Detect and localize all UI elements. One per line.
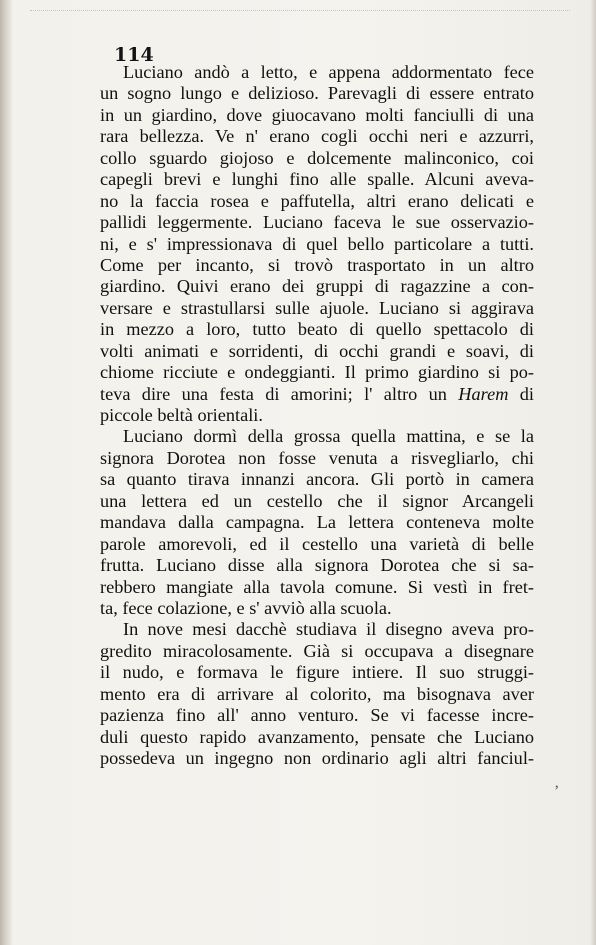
text-line: in mezzo a loro, tutto beato di quello spettacolo di xyxy=(100,319,534,340)
text-line: rara bellezza. Ve n' erano cogli occhi neri e azzurri, xyxy=(100,126,534,147)
page-top-edge xyxy=(30,10,570,15)
text-line: gredito miracolosamente. Già si occupava a disegnare xyxy=(100,640,534,661)
text-line: collo sguardo giojoso e dolcemente malinconico, coi xyxy=(100,147,534,168)
text-line: ta, fece colazione, e s' avviò alla scuola. xyxy=(100,597,392,618)
text-line: versare e strastullarsi sulle ajuole. Luciano si aggirava xyxy=(100,297,534,318)
body-text xyxy=(100,62,534,769)
text-line: Come per incanto, si trovò trasportato in un altro xyxy=(100,254,534,275)
text-line: In nove mesi dacchè studiava il disegno aveva pro- xyxy=(123,619,534,640)
text-line: il nudo, e formava le figure intiere. Il suo struggi- xyxy=(100,662,534,683)
paragraph xyxy=(100,426,534,619)
text-line: pallidi leggermente. Luciano faceva le sue osservazio- xyxy=(100,212,534,233)
text-line: teva dire una festa di amorini; l' altro un Harem di xyxy=(100,383,534,404)
page-number: 114 xyxy=(114,44,154,66)
text-line: capegli brevi e lunghi fino alle spalle. Alcuni aveva- xyxy=(100,169,534,190)
text-line: Luciano dormì della grossa quella mattina, e se la xyxy=(123,426,534,447)
text-line: mento era di arrivare al colorito, ma bisognava aver xyxy=(100,683,534,704)
text-line: Luciano andò a letto, e appena addormentato fece xyxy=(123,62,534,82)
text-line: sa quanto tirava innanzi ancora. Gli portò in camera xyxy=(100,469,534,490)
paragraph xyxy=(100,62,534,426)
text-line: frutta. Luciano disse alla signora Dorotea che si sa- xyxy=(100,555,534,576)
text-line: no la faccia rosea e paffutella, altri erano delicati e xyxy=(100,190,534,211)
text-line: signora Dorotea non fosse venuta a risvegliarlo, chi xyxy=(100,447,534,468)
text-line: piccole beltà orientali. xyxy=(100,405,263,425)
margin-mark: ʼ xyxy=(554,783,560,800)
text-line: una lettera ed un cestello che il signor Arcangeli xyxy=(100,490,534,511)
text-line: volti animati e sorridenti, di occhi grandi e soavi, di xyxy=(100,340,534,361)
paragraph xyxy=(100,619,534,769)
text-line: rebbero mangiate alla tavola comune. Si vestì in fret- xyxy=(100,576,534,597)
text-line: chiome ricciute e ondeggianti. Il primo giardino si po- xyxy=(100,362,534,383)
text-line: mandava dalla campagna. La lettera conteneva molte xyxy=(100,512,534,533)
text-line: pazienza fino all' anno venturo. Se vi facesse incre- xyxy=(100,705,534,726)
text-line: duli questo rapido avanzamento, pensate che Luciano xyxy=(100,726,534,747)
text-line: giardino. Quivi erano dei gruppi di ragazzine a con- xyxy=(100,276,534,297)
text-line: parole amorevoli, ed il cestello una varietà di belle xyxy=(100,533,534,554)
text-line: ni, e s' impressionava di quel bello particolare a tutti. xyxy=(100,233,534,254)
text-line: un sogno lungo e delizioso. Parevagli di essere entrato xyxy=(100,83,534,104)
text-line: in un giardino, dove giuocavano molti fanciulli di una xyxy=(100,104,534,125)
text-line: possedeva un ingegno non ordinario agli altri fanciul- xyxy=(100,748,534,768)
page-edge-shadow xyxy=(590,0,596,945)
page-gutter-shadow xyxy=(0,0,12,945)
